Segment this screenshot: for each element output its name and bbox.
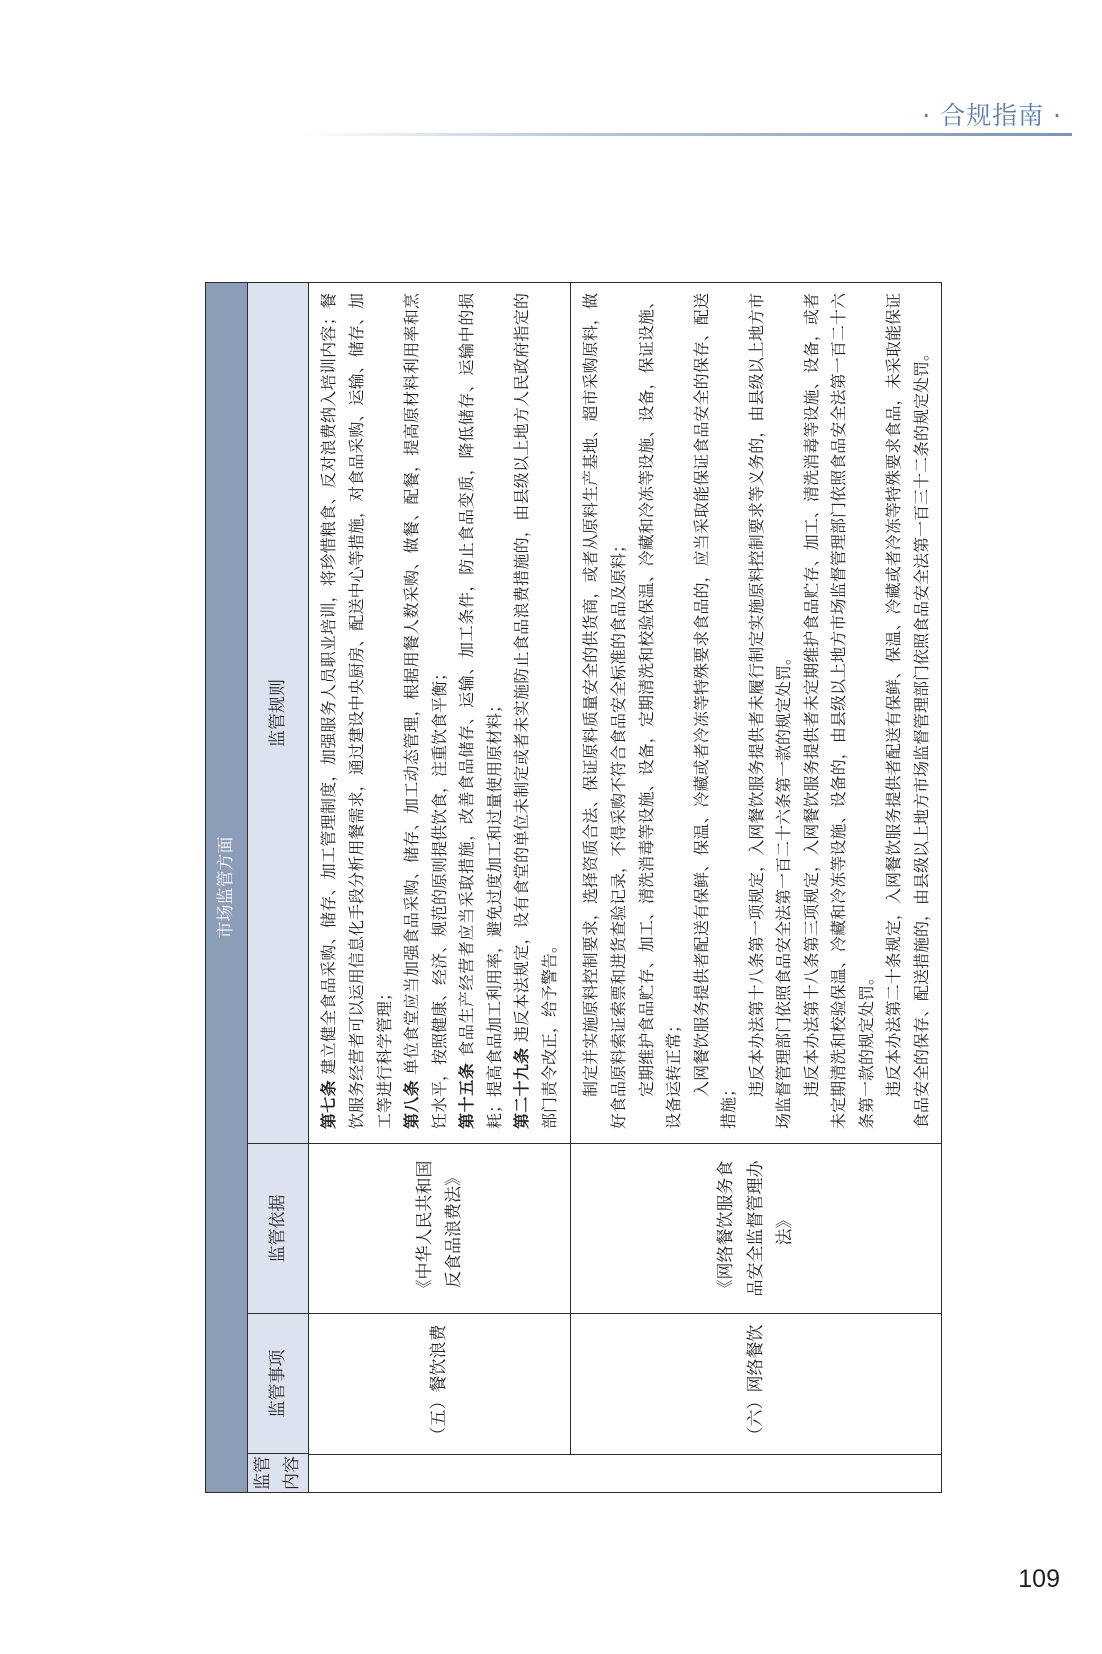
item-cell: （五）餐饮浪费 — [309, 1314, 571, 1455]
rule-article: 第七条 — [319, 1080, 339, 1129]
rule-article: 第二十九条 — [512, 1047, 532, 1129]
rules-cell — [309, 283, 571, 1144]
column-header-item: 监管事项 — [248, 1314, 309, 1454]
table-row — [571, 283, 942, 1493]
regulation-table-rotated — [205, 283, 931, 1493]
rule-paragraph: 违反本办法第二十条规定，入网餐饮服务提供者配送有保鲜、保温、冷藏或者冷冻等特殊要求食品，未采取能保证食品安全的保存、配送措施的，由县级以上地方市场监督管理部门依照食品安全法第一百三十二条的规定处罚。 — [884, 293, 931, 1129]
table-title: 市场监管方面 — [206, 283, 248, 1493]
column-header-content: 监管内容 — [248, 1454, 309, 1493]
table-row — [309, 283, 571, 1493]
column-header-basis: 监管依据 — [248, 1144, 309, 1314]
rule-paragraph: 定期维护食品贮存、加工、清洗消毒等设施、设备，定期清洗和校验保温、冷藏和冷冻等设施、设备，保证设施、设备运转正常； — [636, 293, 684, 1129]
rules-cell — [571, 283, 942, 1144]
rule-text: 食品生产经营者应当采取措施，改善食品储存、运输、加工条件，防止食品变质，降低储存、运输中的损耗；提高食品加工利用率，避免过度加工和过量使用原材料； — [457, 293, 504, 1129]
rule-text: 建立健全食品采购、储存、加工管理制度，加强服务人员职业培训，将珍惜粮食、反对浪费纳入培训内容；餐饮服务经营者可以运用信息化手段分析用餐需求，通过建设中央厨房、配送中心等措施，对食品采购、运输、储存、加工等进行科学管理； — [319, 293, 394, 1129]
rule-article: 第十五条 — [457, 1062, 477, 1129]
rule-article: 第八条 — [402, 1080, 422, 1129]
header-rule — [300, 133, 1072, 136]
rule-paragraph — [315, 293, 398, 1129]
basis-cell: 《中华人民共和国反食品浪费法》 — [309, 1144, 571, 1314]
rule-paragraph: 违反本办法第十八条第一项规定，入网餐饮服务提供者未履行制定实施原料控制要求等义务的，由县级以上地方市场监督管理部门依照食品安全法第一百二十六条第一款的规定处罚。 — [746, 293, 794, 1129]
rule-paragraph — [508, 293, 563, 1129]
rule-paragraph — [453, 293, 508, 1129]
section-header: · 合规指南 · — [922, 101, 1062, 130]
rule-paragraph: 入网餐饮服务提供者配送有保鲜、保温、冷藏或者冷冻等特殊要求食品的，应当采取能保证食品安全的保存、配送措施； — [691, 293, 739, 1129]
rule-text: 单位食堂应当加强食品采购、储存、加工动态管理，根据用餐人数采购、做餐、配餐，提高原材料利用率和烹饪水平，按照健康、经济、规范的原则提供饮食，注重饮食平衡； — [402, 293, 449, 1129]
basis-cell: 《网络餐饮服务食品安全监督管理办法》 — [571, 1144, 942, 1314]
rule-paragraph: 违反本办法第十八条第三项规定，入网餐饮服务提供者未定期维护食品贮存、加工、清洗消毒等设施、设备，或者未定期清洗和校验保温、冷藏和冷冻等设施、设备的，由县级以上地方市场监督管理部门依照食品安全法第一百二十六条第一款的规定处罚。 — [801, 293, 876, 1129]
rule-paragraph — [398, 293, 453, 1129]
rule-text: 违反本法规定，设有食堂的单位未制定或者未实施防止食品浪费措施的，由县级以上地方人民政府指定的部门责令改正，给予警告。 — [512, 293, 559, 1129]
table-title-row — [206, 283, 248, 1493]
regulation-table — [205, 282, 942, 1493]
rule-paragraph: 制定并实施原料控制要求，选择资质合法、保证原料质量安全的供货商，或者从原料生产基地、超市采购原料，做好食品原料索证索票和进货查验记录，不得采购不符合食品安全标准的食品及原料； — [581, 293, 628, 1129]
table-header-row — [248, 283, 309, 1493]
content-cell-empty — [309, 1455, 942, 1493]
page-number: 109 — [1018, 1565, 1060, 1593]
column-header-rules: 监管规则 — [248, 283, 309, 1144]
item-cell: （六）网络餐饮 — [571, 1314, 942, 1455]
